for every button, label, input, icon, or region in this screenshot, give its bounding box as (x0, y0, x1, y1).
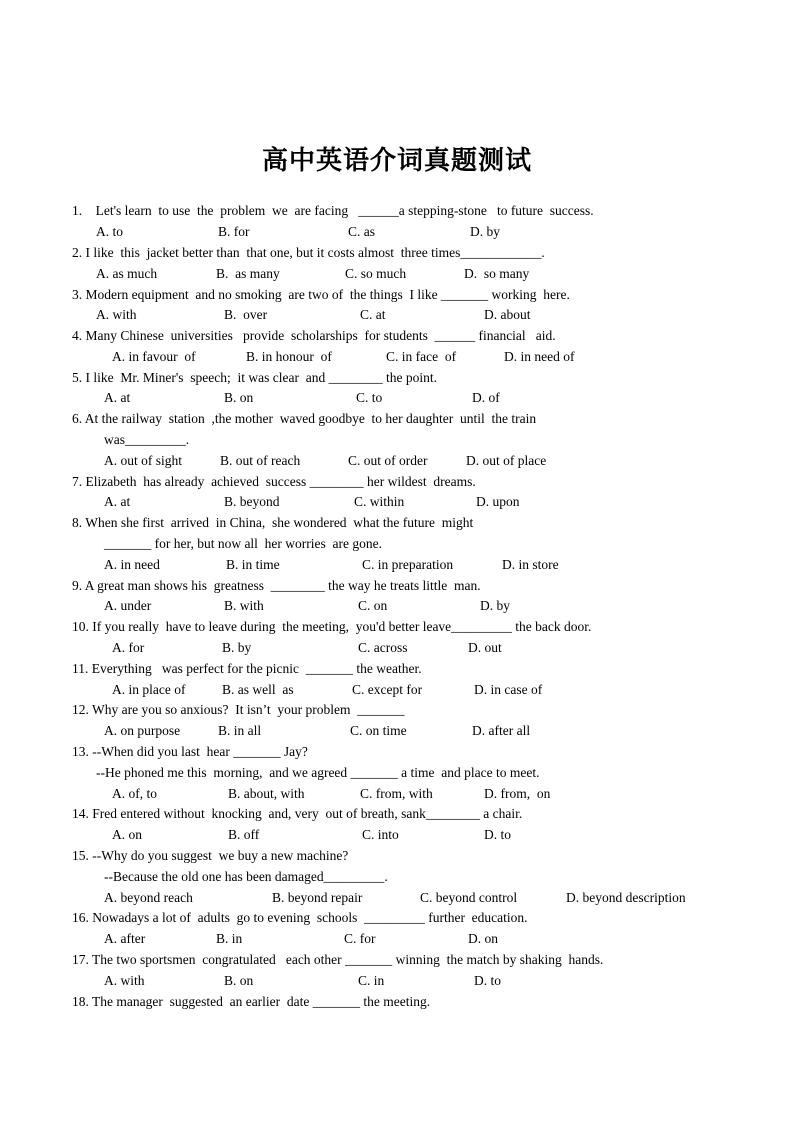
option-c: C. from, with (360, 786, 433, 801)
option-c: C. so much (345, 266, 407, 281)
question-15-cont: --Because the old one has been damaged_________. (104, 869, 388, 884)
option-a: A. with (96, 307, 137, 322)
option-d: D. by (470, 224, 500, 239)
option-c: C. to (356, 390, 383, 405)
option-c: C. in face of (386, 349, 457, 364)
question-13: 13. --When did you last hear _______ Jay? (72, 744, 308, 759)
option-b: B. out of reach (220, 453, 301, 468)
option-c: C. out of order (348, 453, 428, 468)
question-10: 10. If you really have to leave during the meeting, you'd better leave_________ the back door. (72, 619, 592, 634)
option-c: C. except for (352, 682, 423, 697)
option-d: D. so many (464, 266, 530, 281)
question-6-cont: was_________. (104, 432, 190, 447)
question-18: 18. The manager suggested an earlier date _______ the meeting. (72, 994, 431, 1009)
question-13-cont: --He phoned me this morning, and we agreed _______ a time and place to meet. (96, 765, 540, 780)
option-d: D. to (484, 827, 511, 842)
option-c: C. within (354, 494, 405, 509)
option-d: D. by (480, 598, 510, 613)
page-title: 高中英语介词真题测试 (261, 146, 532, 176)
option-a: A. of, to (112, 786, 157, 801)
option-a: A. at (104, 494, 131, 509)
option-c: C. in preparation (362, 557, 454, 572)
option-c: C. for (344, 931, 376, 946)
option-a: A. in place of (112, 682, 186, 697)
question-9: 9. A great man shows his greatness ________ the way he treats little man. (72, 578, 481, 593)
option-a: A. in need (104, 557, 160, 572)
option-a: A. after (104, 931, 146, 946)
option-c: C. across (358, 640, 408, 655)
option-d: D. upon (476, 494, 520, 509)
option-b: B. in honour of (246, 349, 332, 364)
option-b: B. about, with (228, 786, 305, 801)
option-b: B. beyond repair (272, 890, 363, 905)
option-d: D. in need of (504, 349, 575, 364)
option-a: A. under (104, 598, 152, 613)
option-d: D. after all (472, 723, 531, 738)
option-b: B. as well as (222, 682, 294, 697)
question-12: 12. Why are you so anxious? It isn’t your problem _______ (72, 702, 405, 717)
option-b: B. with (224, 598, 264, 613)
question-3: 3. Modern equipment and no smoking are two of the things I like _______ working here. (72, 287, 570, 302)
question-14: 14. Fred entered without knocking and, very out of breath, sank________ a chair. (72, 806, 523, 821)
option-d: D. of (472, 390, 500, 405)
option-d: D. about (484, 307, 531, 322)
option-b: B. in time (226, 557, 280, 572)
option-b: B. as many (216, 266, 280, 281)
option-d: D. out (468, 640, 502, 655)
option-a: A. at (104, 390, 131, 405)
question-16: 16. Nowadays a lot of adults go to evening schools _________ further education. (72, 910, 528, 925)
option-c: C. on (358, 598, 388, 613)
option-d: D. on (468, 931, 498, 946)
option-d: D. in store (502, 557, 559, 572)
option-c: C. in (358, 973, 385, 988)
option-b: B. on (224, 390, 254, 405)
option-a: A. out of sight (104, 453, 183, 468)
option-a: A. for (112, 640, 145, 655)
option-d: D. out of place (466, 453, 547, 468)
option-c: C. into (362, 827, 399, 842)
question-8-cont: _______ for her, but now all her worries are gone. (104, 536, 383, 551)
option-b: B. by (222, 640, 252, 655)
option-a: A. beyond reach (104, 890, 193, 905)
option-d: D. from, on (484, 786, 551, 801)
option-b: B. on (224, 973, 254, 988)
option-c: C. as (348, 224, 375, 239)
question-2: 2. I like this jacket better than that one, but it costs almost three times____________. (72, 245, 545, 260)
question-8: 8. When she first arrived in China, she wondered what the future might (72, 515, 474, 530)
question-4: 4. Many Chinese universities provide scholarships for students ______ financial aid. (72, 328, 556, 343)
question-15: 15. --Why do you suggest we buy a new machine? (72, 848, 349, 863)
option-d: D. beyond description (566, 890, 686, 905)
option-a: A. on purpose (104, 723, 181, 738)
option-b: B. off (228, 827, 260, 842)
question-5: 5. I like Mr. Miner's speech; it was clear and ________ the point. (72, 370, 437, 385)
option-c: C. on time (350, 723, 407, 738)
option-a: A. to (96, 224, 123, 239)
question-7: 7. Elizabeth has already achieved success ________ her wildest dreams. (72, 474, 476, 489)
question-1: 1. Let's learn to use the problem we are facing ______a stepping-stone to future success. (72, 203, 594, 218)
option-b: B. in all (218, 723, 262, 738)
question-6: 6. At the railway station ,the mother waved goodbye to her daughter until the train (72, 411, 537, 426)
option-d: D. in case of (474, 682, 543, 697)
option-b: B. over (224, 307, 268, 322)
option-b: B. beyond (224, 494, 280, 509)
option-a: A. as much (96, 266, 158, 281)
option-c: C. beyond control (420, 890, 518, 905)
option-c: C. at (360, 307, 386, 322)
question-17: 17. The two sportsmen congratulated each other _______ winning the match by shaking hands. (72, 952, 604, 967)
option-a: A. with (104, 973, 145, 988)
option-b: B. for (218, 224, 250, 239)
option-a: A. on (112, 827, 142, 842)
option-d: D. to (474, 973, 501, 988)
option-a: A. in favour of (112, 349, 196, 364)
question-11: 11. Everything was perfect for the picnic _______ the weather. (72, 661, 422, 676)
option-b: B. in (216, 931, 243, 946)
